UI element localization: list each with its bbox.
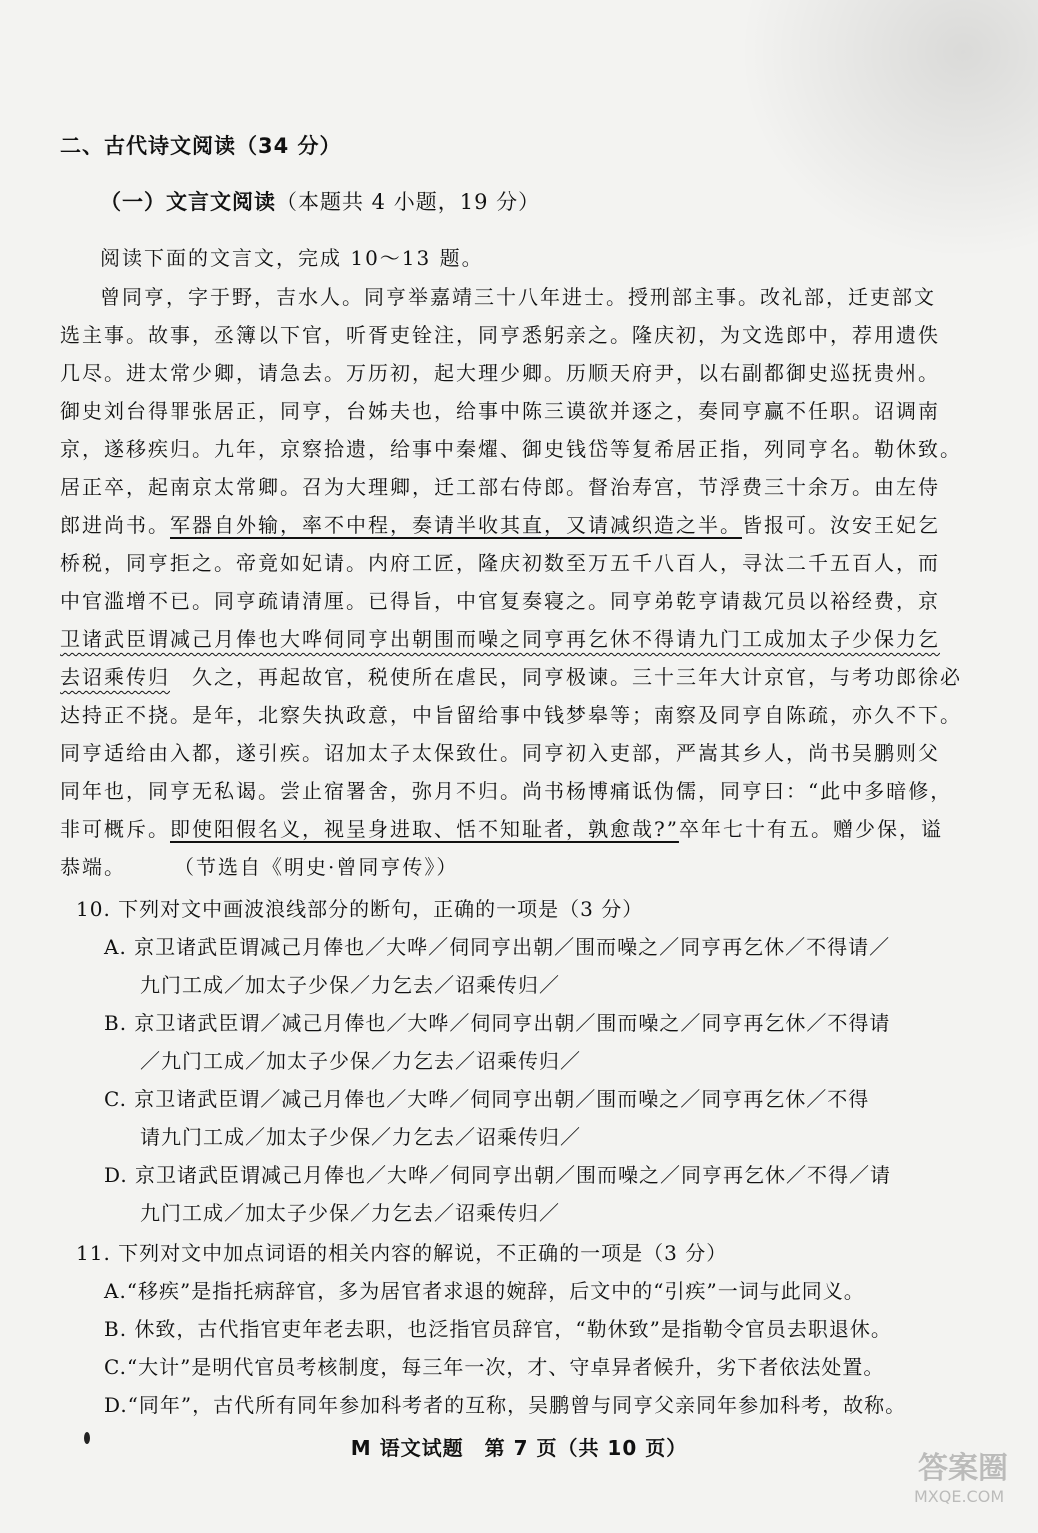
q11-option-b: B. 休致，古代指官吏年老去职，也泛指官员辞官，“勒休致”是指勒令官员去职退休。: [104, 1317, 892, 1341]
q10-option-c-line-2: 请九门工成／加太子少保／力乞去／诏乘传归／: [140, 1125, 581, 1149]
question-11-stem: 11. 下列对文中加点词语的相关内容的解说，不正确的一项是（3 分）: [76, 1241, 728, 1265]
passage-line-12: 达持正不挠。是年，北察失执政意，中旨留给事中钱梦皋等；南察及同亨自陈疏，亦久不下。: [60, 703, 962, 727]
watermark-logo: [898, 1443, 1018, 1523]
q10-option-b-line-2: ／九门工成／加太子少保／力乞去／诏乘传归／: [140, 1049, 581, 1073]
passage-line-7-end: 皆报可。汝安王妃乞: [742, 513, 940, 537]
passage-line-13: 同亨适给由入都，遂引疾。诏加太子太保致仕。同亨初入吏部，严嵩其乡人，尚书吴鹏则父: [60, 741, 940, 765]
passage-line-1: 曾同亨，字于野，吉水人。同亨举嘉靖三十八年进士。授刑部主事。改礼部，迁吏部文: [100, 285, 936, 309]
passage-line-6: 居正卒，起南京太常卿。召为大理卿，迁工部右侍郎。督治寿宫，节浮费三十余万。由左侍: [60, 475, 940, 499]
q11-option-a: A.“移疾”是指托病辞官，多为居官者求退的婉辞，后文中的“引疾”一词与此同义。: [104, 1279, 865, 1303]
q11-option-d: D.“同年”，古代所有同年参加科考者的互称，吴鹏曾与同亨父亲同年参加科考，故称。: [104, 1393, 907, 1417]
wavy-underlined-line-1: 卫诸武臣谓减己月俸也大哗伺同亨出朝围而噪之同亨再乞休不得请九门工成加太子少保力乞: [60, 627, 940, 651]
passage-line-7: [60, 513, 960, 537]
passage-line-11: [60, 665, 960, 689]
passage-line-8: 桥税，同亨拒之。帝竟如妃请。内府工匠，隆庆初数至万五千八百人，寻汰二千五百人，而: [60, 551, 940, 575]
passage-line-16-text: 恭端。: [60, 855, 126, 879]
q10-option-d-line-1: D. 京卫诸武臣谓减己月俸也／大哗／伺同亨出朝／围而噪之／同亨再乞休／不得／请: [104, 1163, 892, 1187]
q10-option-a-line-2: 九门工成／加太子少保／力乞去／诏乘传归／: [140, 973, 560, 997]
question-10-stem: 10. 下列对文中画波浪线部分的断句，正确的一项是（3 分）: [76, 897, 644, 921]
passage-source: （节选自《明史·曾同亨传》）: [174, 855, 459, 879]
q10-option-d-line-2: 九门工成／加太子少保／力乞去／诏乘传归／: [140, 1201, 560, 1225]
watermark-text-top: 答案圈: [918, 1451, 1008, 1486]
subsection-label: （一）文言文阅读: [100, 190, 276, 214]
underlined-sentence-1: 军器自外输，率不中程，奏请半收其直，又请减织造之半。: [170, 513, 742, 537]
section-heading: 二、古代诗文阅读（34 分）: [60, 134, 342, 158]
passage-line-9: 中官滥增不已。同亨疏请清厘。已得旨，中官复奏寝之。同亨弟乾亨请裁冗员以裕经费，京: [60, 589, 940, 613]
page-footer: M 语文试题 第 7 页（共 10 页）: [350, 1436, 688, 1460]
passage-line-11-end: 久之，再起故官，税使所在虐民，同亨极谏。三十三年大计京官，与考功郎徐必: [192, 665, 962, 689]
passage-line-2: 选主事。故事，丞簿以下官，听胥吏铨注，同亨悉躬亲之。隆庆初，为文选郎中，荐用遗佚: [60, 323, 940, 347]
watermark-text-bottom: MXQE.COM: [914, 1487, 1005, 1506]
passage-line-7-start: 郎进尚书。: [60, 513, 170, 537]
scan-shadow: [738, 0, 1038, 260]
q11-option-c: C.“大计”是明代官员考核制度，每三年一次，才、守卓异者候升，劣下者依法处置。: [104, 1355, 885, 1379]
passage-line-15-start: 非可概斥。: [60, 817, 170, 841]
instruction-text: 阅读下面的文言文，完成 10～13 题。: [100, 246, 484, 270]
underlined-sentence-2: 即使阳假名义，视呈身进取、恬不知耻者，孰愈哉?”: [170, 817, 679, 841]
subsection-heading: [100, 186, 540, 216]
passage-line-4: 御史刘台得罪张居正，同亨，台姊夫也，给事中陈三谟欲并逐之，奏同亨赢不任职。诏调南: [60, 399, 940, 423]
passage-line-16: [60, 855, 960, 879]
q10-option-b-line-1: B. 京卫诸武臣谓／减己月俸也／大哗／伺同亨出朝／围而噪之／同亨再乞休／不得请: [104, 1011, 891, 1035]
passage-line-15: [60, 817, 960, 841]
q10-option-a-line-1: A. 京卫诸武臣谓减己月俸也／大哗／伺同亨出朝／围而噪之／同亨再乞休／不得请／: [104, 935, 891, 959]
passage-line-15-end: 卒年七十有五。赠少保，谥: [678, 817, 943, 841]
passage-line-5: 京，遂移疾归。九年，京察拾遗，给事中秦燿、御史钱岱等复希居正指，列同亨名。勒休致。: [60, 437, 962, 461]
wavy-underlined-line-2: 去诏乘传归: [60, 665, 170, 689]
passage-line-14: 同年也，同亨无私谒。尝止宿署舍，弥月不归。尚书杨博痛诋伪儒，同亨曰：“此中多暗修，: [60, 779, 953, 803]
subsection-note: （本题共 4 小题，19 分）: [276, 190, 541, 214]
passage-line-3: 几尽。进太常少卿，请急去。万历初，起大理少卿。历顺天府尹，以右副都御史巡抚贵州。: [60, 361, 940, 385]
q10-option-c-line-1: C. 京卫诸武臣谓／减己月俸也／大哗／伺同亨出朝／围而噪之／同亨再乞休／不得: [104, 1087, 870, 1111]
